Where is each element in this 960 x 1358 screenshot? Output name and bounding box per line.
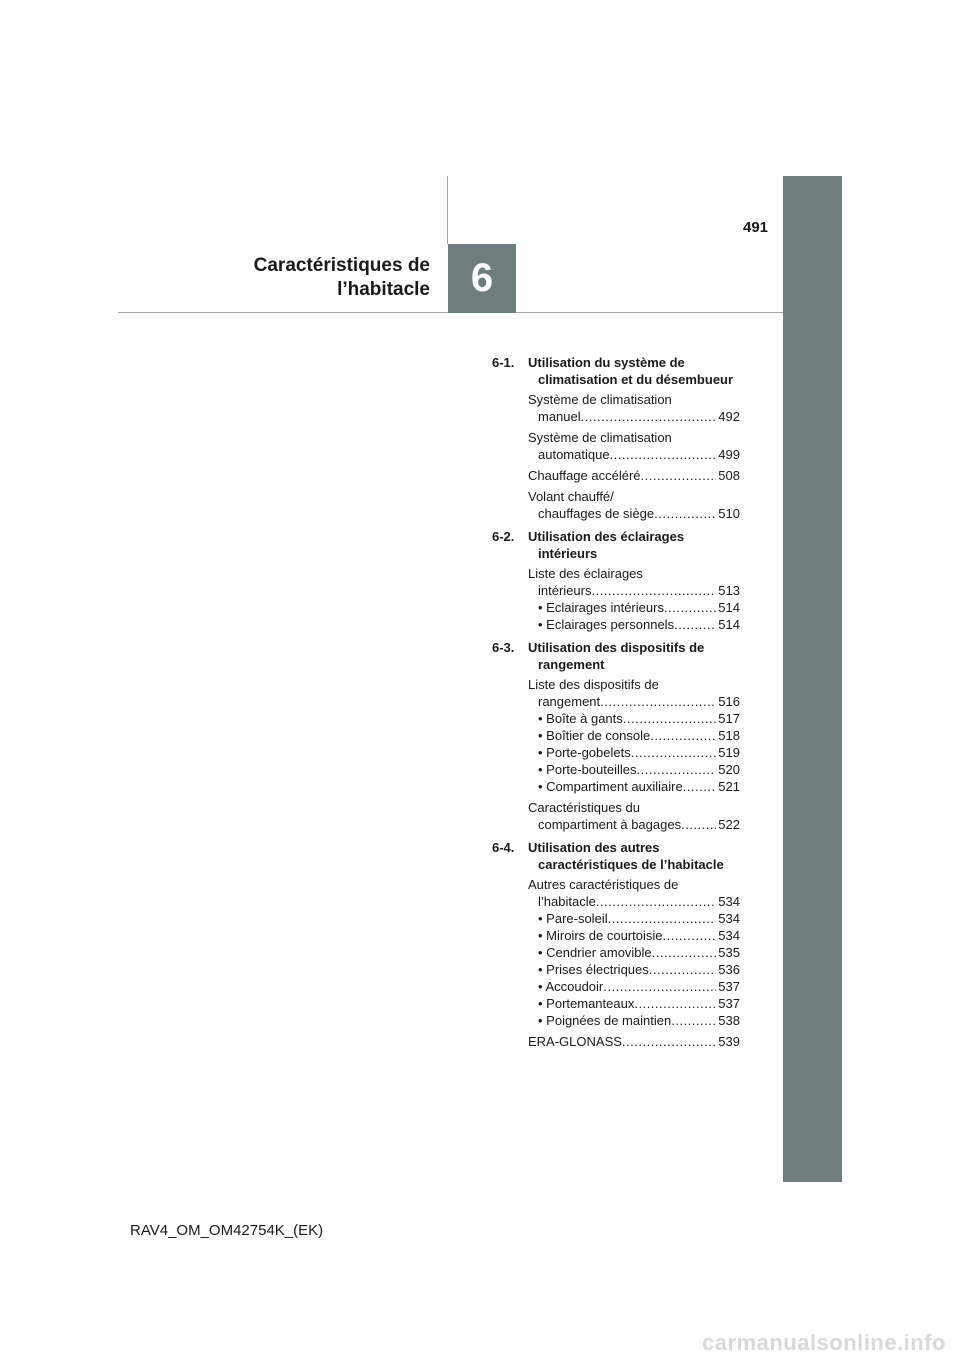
toc-leader-dots bbox=[637, 761, 717, 778]
toc-entry-label: • Porte-bouteilles bbox=[538, 762, 637, 777]
toc-section-heading bbox=[492, 639, 740, 673]
toc-subentry-link[interactable] bbox=[538, 961, 740, 978]
toc-leader-dots bbox=[671, 1012, 716, 1029]
toc-entry-link[interactable] bbox=[528, 693, 740, 710]
toc-entry-label: rangement bbox=[538, 694, 601, 709]
toc-section-heading bbox=[492, 354, 740, 388]
toc-page-number: 535 bbox=[718, 945, 740, 960]
toc-entry-label: • Eclairages intérieurs bbox=[538, 600, 664, 615]
toc-page-number: 537 bbox=[718, 979, 740, 994]
toc-leader-dots bbox=[681, 816, 716, 833]
toc-subentry-link[interactable] bbox=[538, 995, 740, 1012]
toc-section-number: 6-3. bbox=[492, 640, 515, 655]
toc-page-number: 534 bbox=[718, 928, 740, 943]
toc-entry-link[interactable] bbox=[528, 446, 740, 463]
chapter-number: 6 bbox=[470, 256, 494, 300]
toc-entry-label: manuel bbox=[538, 409, 581, 424]
toc-entry-label: • Pare-soleil bbox=[538, 911, 608, 926]
toc-entry-label: chauffages de siège bbox=[538, 506, 655, 521]
toc-entry-label: • Prises électriques bbox=[538, 962, 649, 977]
toc-page-number: 510 bbox=[718, 506, 740, 521]
divider-vertical bbox=[447, 176, 448, 244]
toc-subentry bbox=[538, 616, 740, 633]
toc-subentry-link[interactable] bbox=[538, 778, 740, 795]
toc-entry-label: l’habitacle bbox=[538, 894, 596, 909]
toc-entry-label-line-1: Liste des dispositifs de bbox=[528, 677, 659, 692]
toc-entry bbox=[528, 488, 740, 522]
toc-page-number: 534 bbox=[718, 894, 740, 909]
toc-leader-dots bbox=[596, 893, 716, 910]
toc-section-title: Utilisation du système de climatisation et du désembueur bbox=[528, 355, 734, 387]
toc-subentry-link[interactable] bbox=[538, 727, 740, 744]
toc-subentry bbox=[538, 927, 740, 944]
toc-subentry-link[interactable] bbox=[538, 978, 740, 995]
toc-leader-dots bbox=[622, 1033, 716, 1050]
toc-entry-label: • Boîtier de console bbox=[538, 728, 651, 743]
toc-page-number: 522 bbox=[718, 817, 740, 832]
table-of-contents bbox=[492, 354, 740, 1056]
toc-section-number: 6-1. bbox=[492, 355, 515, 370]
toc-leader-dots bbox=[654, 505, 716, 522]
toc-page-number: 536 bbox=[718, 962, 740, 977]
toc-subentry-link[interactable] bbox=[538, 599, 740, 616]
toc-subentry bbox=[538, 995, 740, 1012]
toc-page-number: 508 bbox=[718, 468, 740, 483]
toc-page-number: 537 bbox=[718, 996, 740, 1011]
toc-subentry bbox=[538, 744, 740, 761]
toc-entry-label: • Boîte à gants bbox=[538, 711, 623, 726]
toc-section-heading bbox=[492, 528, 740, 562]
chapter-title-line-2: l’habitacle bbox=[337, 279, 430, 300]
toc-section-heading bbox=[492, 839, 740, 873]
toc-leader-dots bbox=[652, 944, 717, 961]
toc-entry-link[interactable] bbox=[528, 1033, 740, 1050]
toc-entry bbox=[528, 1033, 740, 1050]
toc-section-number: 6-4. bbox=[492, 840, 515, 855]
toc-entry-label: Chauffage accéléré bbox=[528, 468, 641, 483]
toc-leader-dots bbox=[581, 408, 717, 425]
toc-leader-dots bbox=[641, 467, 717, 484]
toc-subentry-link[interactable] bbox=[538, 710, 740, 727]
toc-page-number: 538 bbox=[718, 1013, 740, 1028]
chapter-side-tab bbox=[783, 176, 842, 1182]
toc-entry bbox=[528, 565, 740, 599]
toc-entry-label: • Eclairages personnels bbox=[538, 617, 675, 632]
toc-leader-dots bbox=[634, 995, 716, 1012]
toc-entry-link[interactable] bbox=[528, 505, 740, 522]
toc-section bbox=[492, 528, 740, 633]
toc-entry-label-line-1: Caractéristiques du bbox=[528, 800, 640, 815]
toc-subentry-link[interactable] bbox=[538, 1012, 740, 1029]
toc-entry-link[interactable] bbox=[528, 582, 740, 599]
toc-entry-link[interactable] bbox=[528, 816, 740, 833]
toc-entry-link[interactable] bbox=[528, 408, 740, 425]
toc-entry-label: • Poignées de maintien bbox=[538, 1013, 672, 1028]
toc-leader-dots bbox=[591, 582, 716, 599]
toc-subentry bbox=[538, 978, 740, 995]
toc-entry-label: • Porte-gobelets bbox=[538, 745, 631, 760]
toc-subentry bbox=[538, 778, 740, 795]
toc-subentry bbox=[538, 727, 740, 744]
toc-entry-label-line-1: Liste des éclairages bbox=[528, 566, 643, 581]
toc-entry-label-line-1: Système de climatisation bbox=[528, 430, 672, 445]
toc-subentry bbox=[538, 1012, 740, 1029]
toc-entry-label-line-1: Système de climatisation bbox=[528, 392, 672, 407]
toc-leader-dots bbox=[610, 446, 717, 463]
toc-entry-label-line-1: Volant chauffé/ bbox=[528, 489, 614, 504]
toc-section bbox=[492, 639, 740, 833]
toc-page-number: 516 bbox=[718, 694, 740, 709]
toc-section-number: 6-2. bbox=[492, 529, 515, 544]
toc-page-number: 517 bbox=[718, 711, 740, 726]
toc-subentry-link[interactable] bbox=[538, 616, 740, 633]
toc-entry-label: • Portemanteaux bbox=[538, 996, 635, 1011]
toc-leader-dots bbox=[664, 599, 716, 616]
toc-section-title: Utilisation des dispositifs de rangement bbox=[528, 640, 705, 672]
toc-page-number: 492 bbox=[718, 409, 740, 424]
toc-leader-dots bbox=[603, 978, 716, 995]
toc-entry-label: • Miroirs de courtoisie bbox=[538, 928, 663, 943]
toc-subentry bbox=[538, 910, 740, 927]
toc-subentry-link[interactable] bbox=[538, 761, 740, 778]
toc-leader-dots bbox=[650, 727, 716, 744]
toc-subentry bbox=[538, 961, 740, 978]
toc-subentry bbox=[538, 761, 740, 778]
toc-leader-dots bbox=[623, 710, 717, 727]
toc-page-number: 514 bbox=[718, 617, 740, 632]
watermark: carmanualsonline.info bbox=[702, 1330, 946, 1355]
toc-subentry-link[interactable] bbox=[538, 927, 740, 944]
toc-section bbox=[492, 839, 740, 1050]
toc-page-number: 539 bbox=[718, 1034, 740, 1049]
toc-leader-dots bbox=[608, 910, 717, 927]
toc-entry-label: automatique bbox=[538, 447, 610, 462]
chapter-number-box bbox=[448, 244, 516, 313]
toc-section-title: Utilisation des autres caractéristiques de l’habitacle bbox=[528, 840, 724, 872]
toc-entry bbox=[528, 391, 740, 425]
toc-page-number: 514 bbox=[718, 600, 740, 615]
toc-page-number: 518 bbox=[718, 728, 740, 743]
toc-page-number: 519 bbox=[718, 745, 740, 760]
toc-entry-label: • Compartiment auxiliaire bbox=[538, 779, 683, 794]
toc-entry-label: • Cendrier amovible bbox=[538, 945, 652, 960]
toc-section bbox=[492, 354, 740, 522]
toc-entry bbox=[528, 799, 740, 833]
toc-leader-dots bbox=[631, 744, 717, 761]
toc-page-number: 513 bbox=[718, 583, 740, 598]
toc-subentry-link[interactable] bbox=[538, 944, 740, 961]
toc-leader-dots bbox=[662, 927, 716, 944]
toc-entry-link[interactable] bbox=[528, 893, 740, 910]
toc-entry-link[interactable] bbox=[528, 467, 740, 484]
toc-entry-label: • Accoudoir bbox=[538, 979, 604, 994]
chapter-title-line-1: Caractéristiques de bbox=[253, 255, 430, 276]
toc-leader-dots bbox=[600, 693, 716, 710]
toc-subentry bbox=[538, 944, 740, 961]
toc-entry bbox=[528, 676, 740, 710]
toc-section-title: Utilisation des éclairages intérieurs bbox=[528, 529, 685, 561]
toc-subentry bbox=[538, 599, 740, 616]
toc-subentry-link[interactable] bbox=[538, 910, 740, 927]
toc-subentry bbox=[538, 710, 740, 727]
toc-leader-dots bbox=[649, 961, 717, 978]
chapter-title bbox=[130, 254, 430, 302]
footer-code: RAV4_OM_OM42754K_(EK) bbox=[130, 1222, 324, 1239]
toc-leader-dots bbox=[674, 616, 716, 633]
toc-subentry-link[interactable] bbox=[538, 744, 740, 761]
toc-page-number: 520 bbox=[718, 762, 740, 777]
toc-entry bbox=[528, 876, 740, 910]
toc-entry-label: intérieurs bbox=[538, 583, 592, 598]
toc-entry-label: compartiment à bagages bbox=[538, 817, 682, 832]
toc-entry bbox=[528, 467, 740, 484]
toc-entry-label: ERA-GLONASS bbox=[528, 1034, 622, 1049]
toc-entry-label-line-1: Autres caractéristiques de bbox=[528, 877, 679, 892]
toc-page-number: 534 bbox=[718, 911, 740, 926]
toc-page-number: 521 bbox=[718, 779, 740, 794]
toc-entry bbox=[528, 429, 740, 463]
page-number: 491 bbox=[743, 219, 769, 236]
toc-page-number: 499 bbox=[718, 447, 740, 462]
toc-leader-dots bbox=[683, 778, 717, 795]
